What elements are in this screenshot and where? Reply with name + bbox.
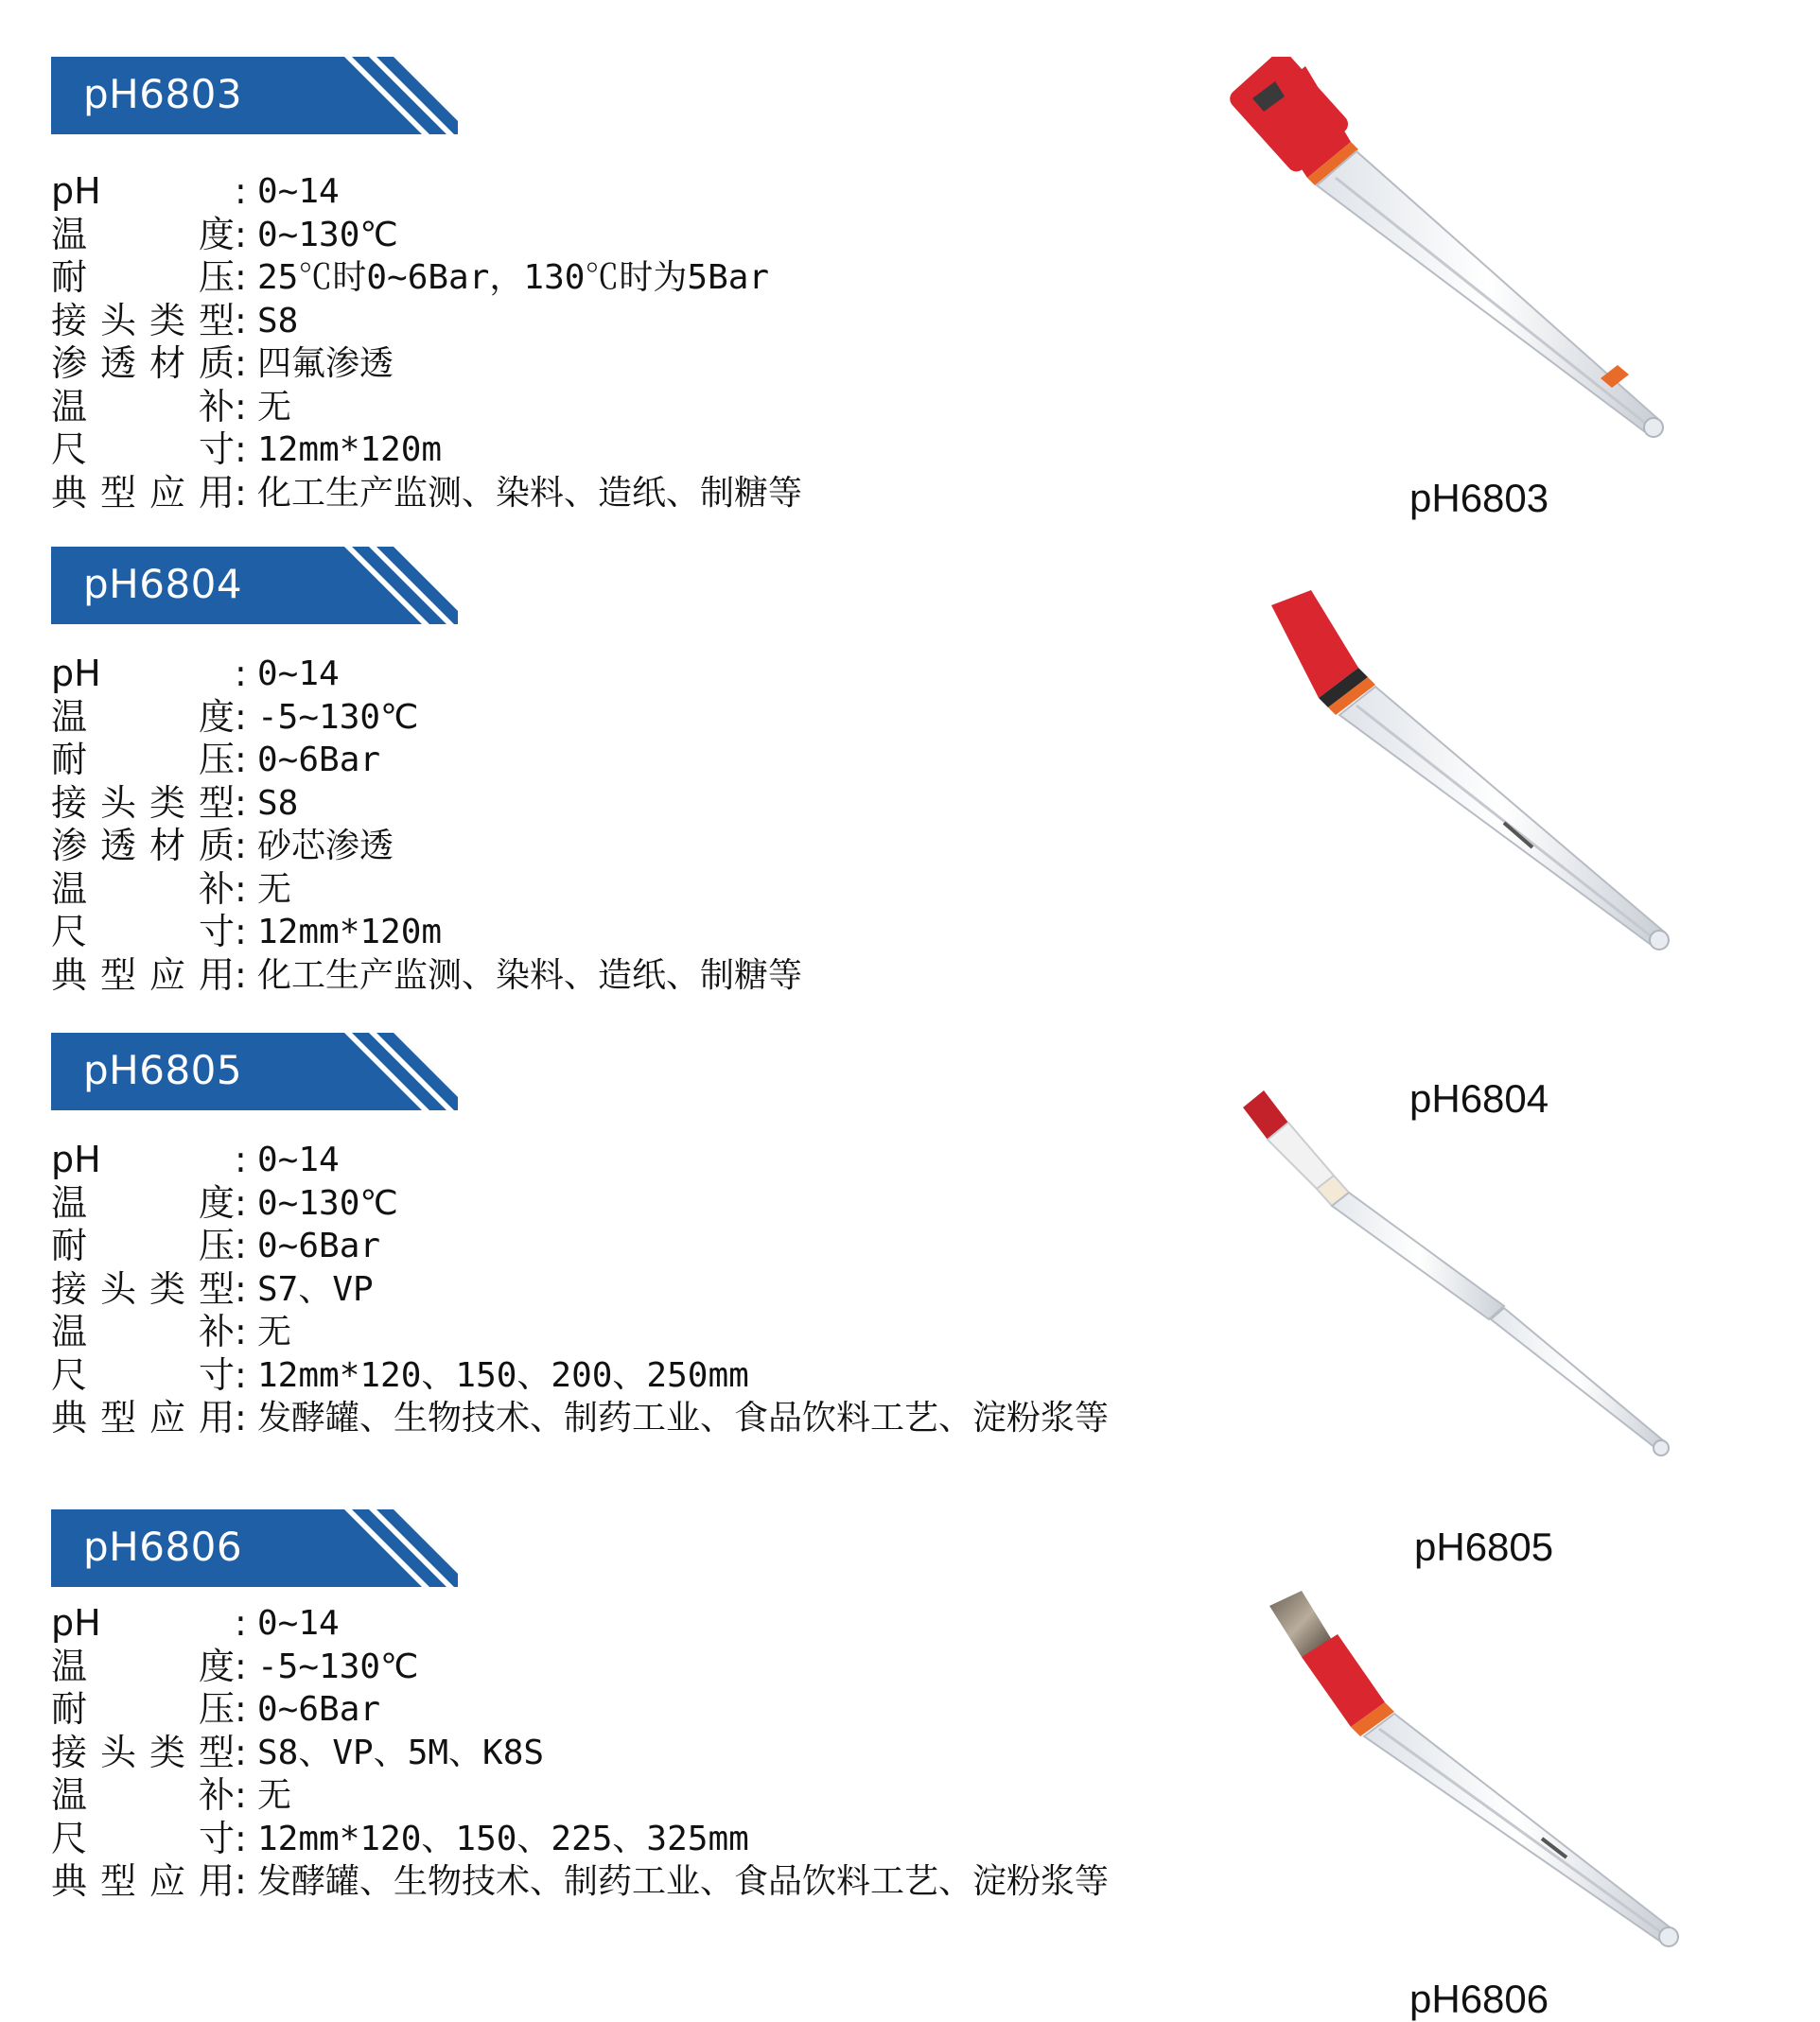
spec-label: 典型应用 [51,1397,235,1438]
spec-colon: : [235,1225,247,1266]
spec-row-ph [51,1602,1109,1646]
spec-list [51,653,802,997]
spec-value: 化工生产监测、染料、造纸、制糖等 [257,473,803,513]
spec-row-size [51,1354,1109,1398]
spec-row-junction [51,825,802,868]
spec-colon: : [235,911,247,952]
spec-colon: : [235,1774,247,1816]
spec-row-pressure [51,1225,1109,1268]
spec-label: pH [51,1602,101,1644]
spec-value: 0~14 [257,1604,340,1643]
spec-label: 温 度 [51,1645,235,1687]
spec-row-connector [51,1732,1109,1775]
section-title: pH6803 [83,71,243,117]
spec-value: 25℃时0~6Bar，130℃时为5Bar [257,258,770,297]
spec-label: 典型应用 [51,471,235,514]
product-caption: pH6804 [1409,1076,1549,1121]
spec-colon: : [235,299,247,341]
spec-row-temperature [51,214,802,257]
spec-label: 尺 寸 [51,1817,235,1859]
spec-colon: : [235,471,247,514]
spec-label: pH [51,1139,101,1180]
section-banner [51,1509,456,1585]
product-caption: pH6806 [1409,1977,1549,2021]
spec-colon: : [235,428,247,470]
spec-row-ph [51,653,802,696]
spec-row-temperature [51,1182,1109,1226]
spec-colon: : [235,1353,247,1396]
spec-row-junction [51,342,802,386]
spec-label: 耐 压 [51,256,235,298]
spec-value: 12mm*120m [257,913,443,951]
spec-value: 发酵罐、生物技术、制药工业、食品饮料工艺、淀粉浆等 [257,1399,1110,1438]
spec-colon: : [235,695,247,738]
spec-label: 尺 寸 [51,1353,235,1396]
spec-label: 接头类型 [51,781,235,824]
spec-row-size [51,428,802,472]
spec-value: 0~14 [257,1141,340,1179]
section-title: pH6805 [83,1047,243,1093]
spec-value: 0~6Bar [257,1690,381,1729]
spec-row-connector [51,782,802,826]
spec-value: 0~6Bar [257,741,381,779]
spec-value: 0~130℃ [257,215,398,254]
spec-value: 无 [257,869,292,909]
spec-colon: : [235,781,247,824]
spec-value: 无 [257,1776,292,1815]
spec-label: pH [51,653,101,694]
spec-label: 典型应用 [51,953,235,996]
spec-row-application [51,472,802,515]
spec-label: 温 补 [51,1774,235,1816]
spec-label: 接头类型 [51,1731,235,1773]
spec-value: 无 [257,1313,292,1351]
spec-label: 耐 压 [51,739,235,780]
ph-electrode-image [1230,1083,1684,1461]
product-caption: pH6805 [1414,1525,1554,1569]
section-banner [51,547,456,622]
spec-value: -5~130℃ [257,697,419,737]
product-caption: pH6803 [1409,476,1549,520]
spec-row-temperature [51,696,802,740]
spec-colon: : [235,256,247,298]
spec-value: 12mm*120、150、200、250mm [257,1355,749,1395]
spec-list [51,1139,1109,1440]
spec-colon: : [235,1311,247,1352]
spec-colon: : [235,953,247,996]
spec-value: 化工生产监测、染料、造纸、制糖等 [257,955,803,995]
spec-value: -5~130℃ [257,1647,419,1686]
spec-colon: : [235,739,247,780]
spec-row-connector [51,300,802,343]
spec-colon: : [235,1817,247,1859]
spec-row-ph [51,170,802,214]
spec-colon: : [235,385,247,427]
spec-value: 发酵罐、生物技术、制药工业、食品饮料工艺、淀粉浆等 [257,1862,1110,1901]
spec-value: 0~14 [257,172,340,211]
spec-row-temp-comp [51,1311,1109,1354]
spec-label: 典型应用 [51,1860,235,1902]
spec-colon: : [235,170,247,212]
spec-label: 耐 压 [51,1688,235,1730]
spec-row-application [51,1397,1109,1440]
spec-colon: : [235,1397,247,1438]
ph-electrode-image [1258,1589,1693,1948]
spec-label: 接头类型 [51,299,235,341]
spec-row-size [51,1818,1109,1861]
spec-row-pressure [51,256,802,300]
spec-colon: : [235,1860,247,1902]
spec-label: 温 补 [51,1311,235,1352]
spec-label: 温 度 [51,213,235,255]
spec-colon: : [235,213,247,255]
spec-value: 砂芯渗透 [257,827,394,865]
spec-value: S7、VP [257,1269,374,1309]
section-banner [51,1033,456,1108]
spec-colon: : [235,1688,247,1730]
spec-value: S8、VP、5M、K8S [257,1733,545,1772]
spec-colon: : [235,1267,247,1310]
spec-value: 12mm*120、150、225、325mm [257,1819,749,1858]
spec-label: 耐 压 [51,1225,235,1266]
spec-list [51,1602,1109,1904]
section-title: pH6804 [83,561,243,607]
spec-label: 尺 寸 [51,911,235,952]
spec-colon: : [235,1139,247,1180]
spec-row-pressure [51,1688,1109,1732]
spec-value: 无 [257,387,292,427]
spec-row-temp-comp [51,386,802,429]
spec-list [51,170,802,514]
spec-row-size [51,911,802,954]
section-banner [51,57,456,132]
spec-value: 四氟渗透 [257,344,394,383]
ph-electrode-image [1230,57,1684,454]
spec-colon: : [235,342,247,384]
section-title: pH6806 [83,1524,243,1570]
spec-row-pressure [51,739,802,782]
spec-label: 渗透材质 [51,342,235,384]
spec-row-ph [51,1139,1109,1182]
spec-colon: : [235,1181,247,1224]
spec-value: 12mm*120m [257,430,443,469]
spec-value: 0~14 [257,654,340,693]
spec-row-application [51,954,802,998]
ph-electrode-image [1249,586,1693,955]
spec-colon: : [235,825,247,866]
spec-value: 0~6Bar [257,1227,381,1265]
spec-row-application [51,1860,1109,1904]
spec-value: 0~130℃ [257,1183,398,1223]
spec-label: 接头类型 [51,1267,235,1310]
spec-colon: : [235,653,247,694]
spec-label: 尺 寸 [51,428,235,470]
spec-colon: : [235,1645,247,1687]
spec-row-temp-comp [51,1774,1109,1818]
spec-label: 温 度 [51,1181,235,1224]
spec-label: pH [51,170,101,212]
spec-value: S8 [257,783,299,823]
spec-label: 温 补 [51,385,235,427]
spec-row-connector [51,1268,1109,1312]
spec-row-temperature [51,1646,1109,1689]
spec-label: 温 度 [51,695,235,738]
spec-label: 温 补 [51,867,235,910]
spec-row-temp-comp [51,868,802,912]
spec-label: 渗透材质 [51,825,235,866]
spec-colon: : [235,1731,247,1773]
spec-value: S8 [257,301,299,340]
spec-colon: : [235,867,247,910]
spec-colon: : [235,1602,247,1644]
